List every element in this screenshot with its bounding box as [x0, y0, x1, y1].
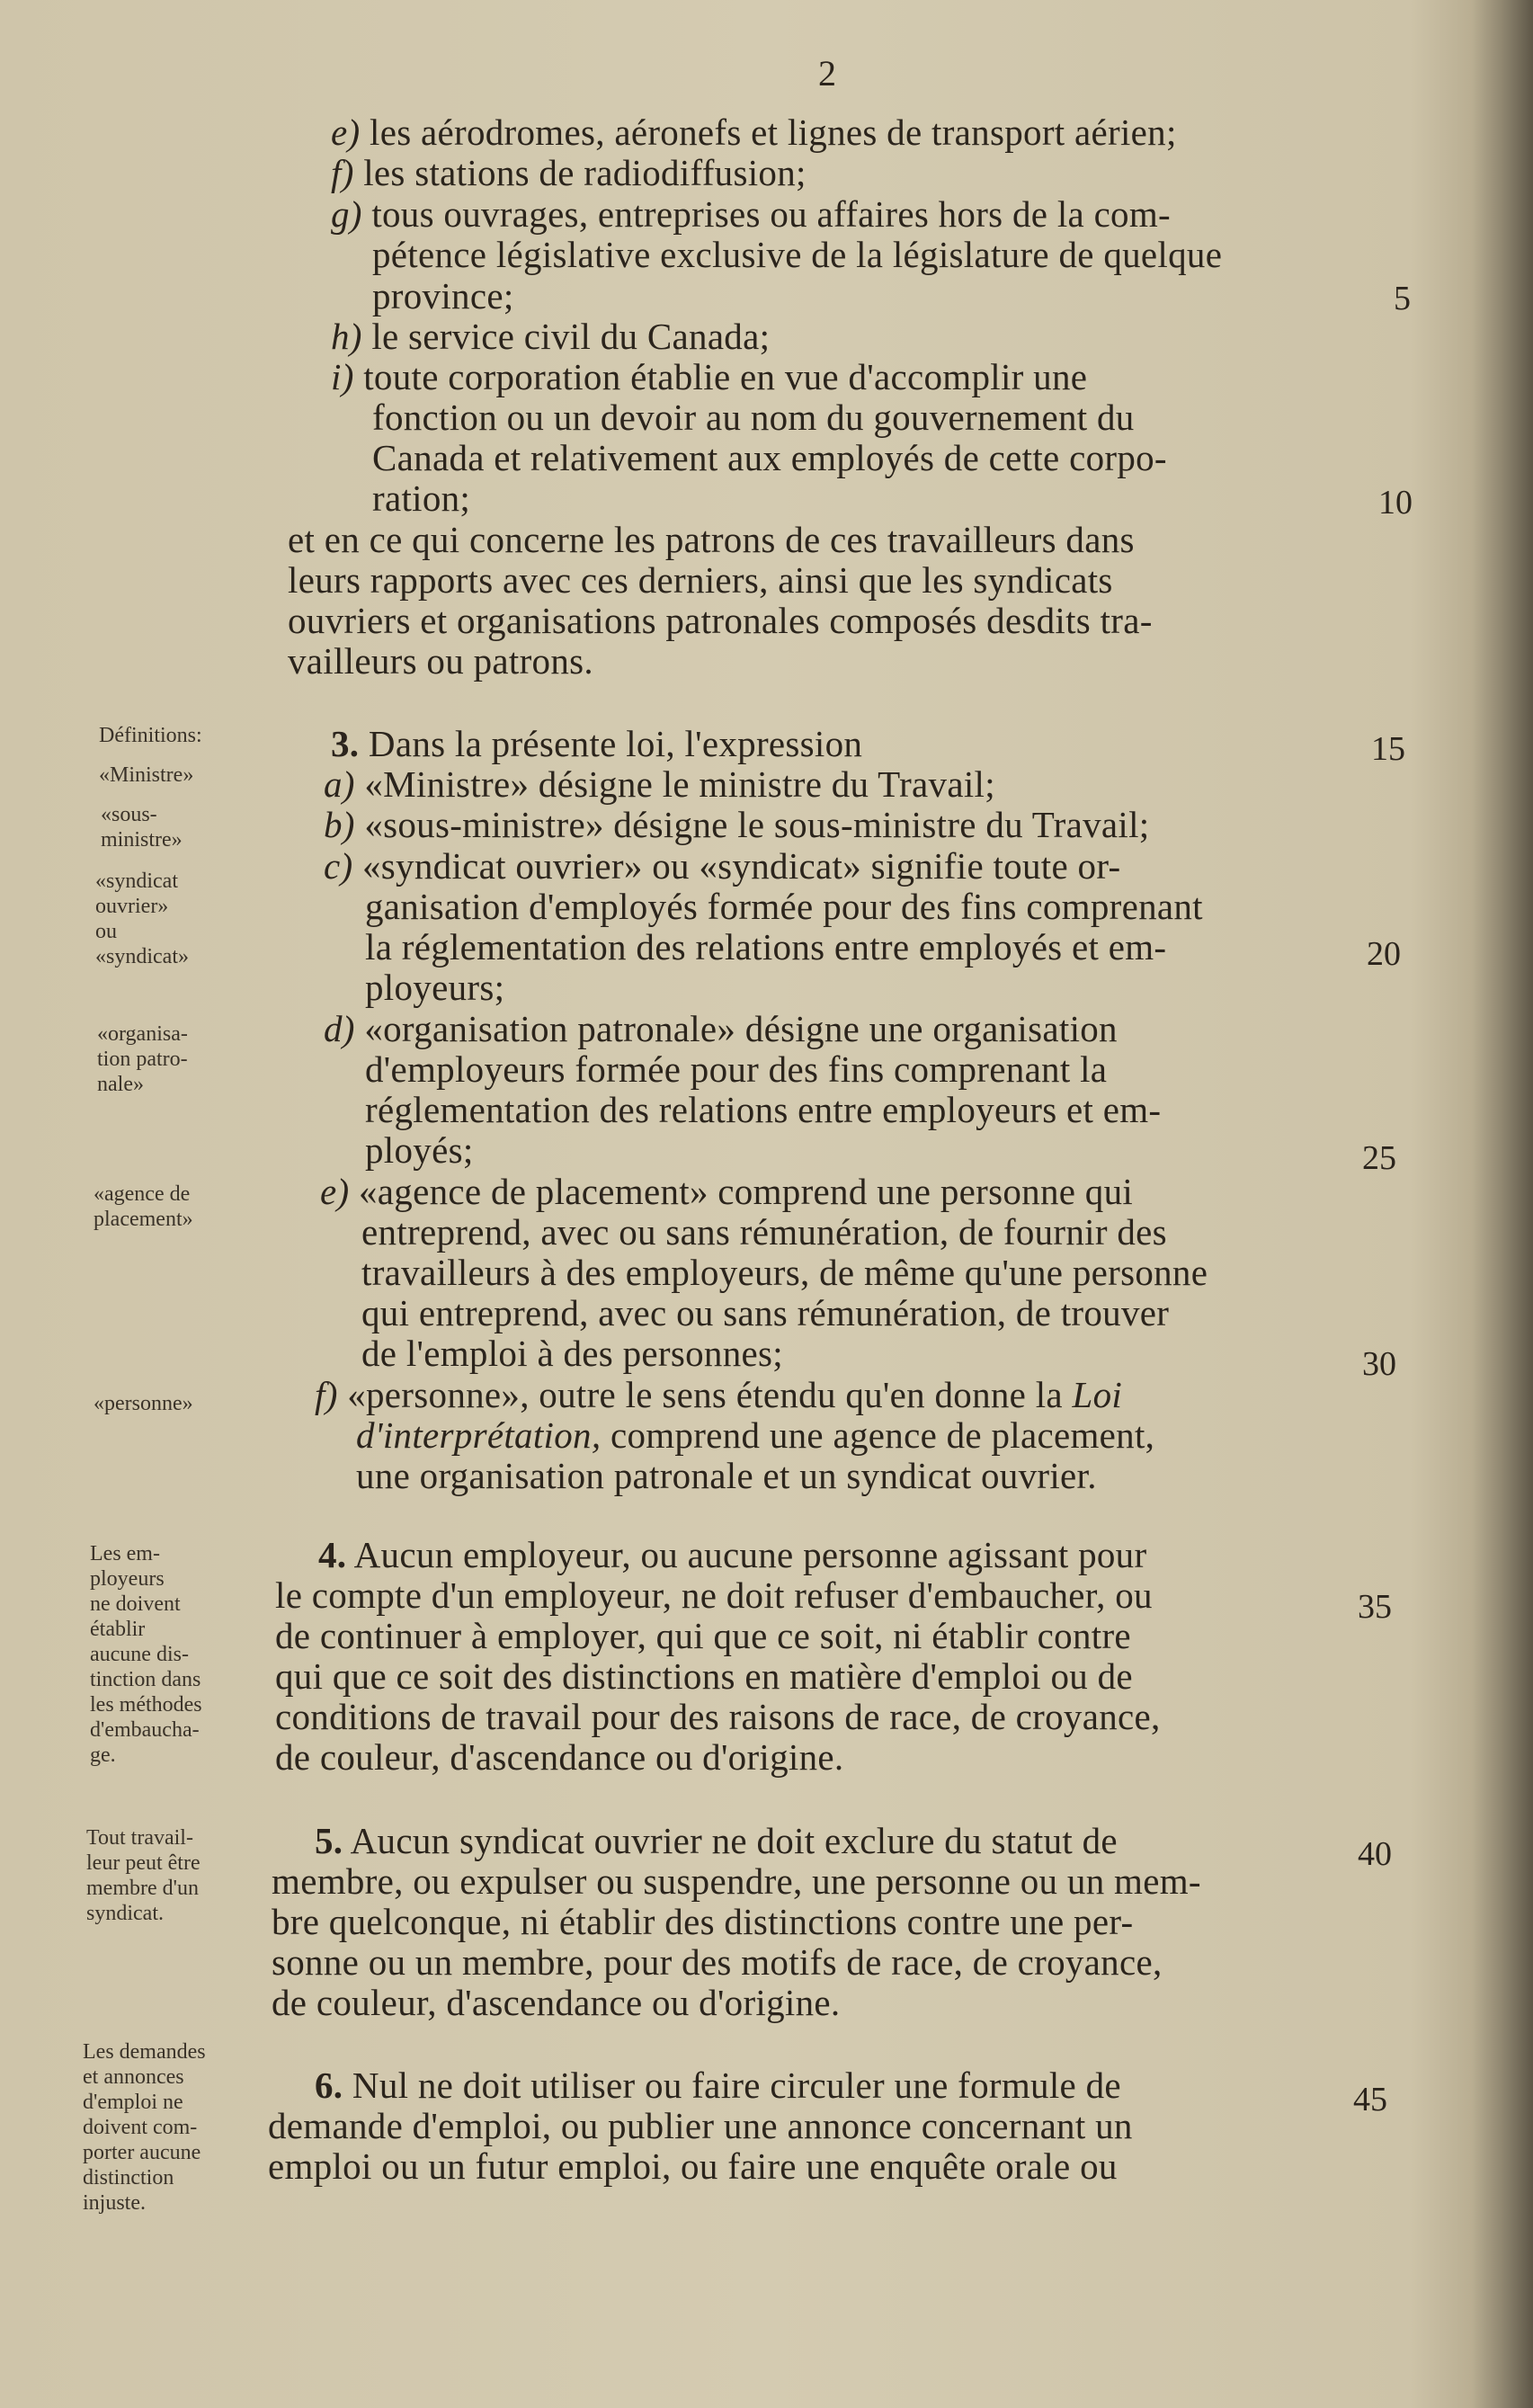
margin-note-line: nale»: [97, 1073, 144, 1096]
margin-note-line: aucune dis-: [90, 1643, 189, 1666]
line-text: ration;: [372, 477, 471, 519]
line-text: de l'emploi à des personnes;: [361, 1333, 783, 1374]
body-line: [324, 804, 1149, 845]
margin-note-line: Tout travail-: [86, 1826, 193, 1850]
body-line: [331, 316, 770, 357]
body-line: [288, 519, 1135, 560]
line-text: comprend une agence de placement,: [601, 1414, 1155, 1456]
line-text: vailleurs ou patrons.: [288, 640, 593, 682]
body-line: [275, 1736, 843, 1778]
margin-note-line: «organisa-: [97, 1022, 188, 1046]
line-text: membre, ou expulser ou suspendre, une personne ou un mem-: [272, 1860, 1201, 1902]
margin-note-line: ge.: [90, 1744, 116, 1767]
body-line: [288, 559, 1113, 601]
margin-note-line: placement»: [94, 1208, 193, 1231]
margin-note-line: ouvrier»: [95, 895, 169, 918]
line-text: emploi ou un futur emploi, ou faire une enquête orale ou: [268, 2145, 1118, 2187]
margin-note-line: «agence de: [94, 1182, 191, 1206]
margin-note-line: «syndicat: [95, 870, 178, 893]
line-text: «sous-ministre» désigne le sous-ministre du Travail;: [354, 804, 1150, 845]
body-line: [356, 1414, 1154, 1456]
line-text: Aucun employeur, ou aucune personne agissant pour: [346, 1534, 1147, 1575]
body-line: [318, 1534, 1146, 1575]
line-number: 45: [1353, 2081, 1387, 2118]
item-letter: g): [331, 193, 362, 235]
line-text: de couleur, d'ascendance ou d'origine.: [272, 1982, 841, 2023]
margin-note: [97, 1021, 188, 1097]
line-text: province;: [372, 275, 514, 317]
margin-note-line: «Ministre»: [99, 763, 194, 787]
body-line: [372, 275, 514, 317]
margin-note-line: tion patro-: [97, 1048, 188, 1071]
line-text: «Ministre» désigne le ministre du Travail;: [354, 763, 995, 805]
margin-note: [86, 1825, 201, 1926]
line-number: 10: [1378, 484, 1413, 522]
line-text: toute corporation établie en vue d'accomplir une: [353, 356, 1088, 397]
margin-note: [95, 869, 189, 969]
line-text: qui que ce soit des distinctions en matière d'emploi ou de: [275, 1655, 1133, 1697]
body-line: [365, 1129, 474, 1171]
body-line: [365, 1048, 1107, 1090]
margin-note-line: distinction: [83, 2166, 174, 2189]
margin-note-line: porter aucune: [83, 2141, 201, 2164]
line-text: réglementation des relations entre employeurs et em-: [365, 1089, 1162, 1130]
line-number: 20: [1367, 935, 1401, 973]
line-text: travailleurs à des employeurs, de même qu'une personne: [361, 1252, 1208, 1293]
margin-note-line: ministre»: [101, 828, 183, 852]
line-text: ouvriers et organisations patronales composés desdits tra-: [288, 600, 1153, 641]
line-text: Nul ne doit utiliser ou faire circuler une formule de: [343, 2065, 1121, 2106]
item-letter: e): [320, 1171, 350, 1212]
margin-note-line: d'embaucha-: [90, 1718, 200, 1742]
body-line: [315, 1374, 1122, 1415]
item-letter: a): [324, 763, 355, 805]
margin-note-line: tinction dans: [90, 1668, 201, 1691]
margin-note-line: Définitions:: [99, 724, 202, 747]
item-letter: d): [324, 1008, 355, 1049]
item-letter: e): [331, 111, 361, 153]
line-text: d'employeurs formée pour des fins comprenant la: [365, 1048, 1108, 1090]
body-line: [356, 1455, 1097, 1496]
line-text: le compte d'un employeur, ne doit refuser d'embaucher, ou: [275, 1574, 1153, 1616]
margin-note: [94, 1391, 193, 1416]
margin-note: [90, 1541, 202, 1768]
margin-note-line: «sous-: [101, 803, 157, 826]
body-line: [272, 1982, 840, 2023]
body-line: [275, 1696, 1161, 1737]
body-line: [268, 2105, 1133, 2146]
body-line: [372, 437, 1167, 478]
margin-note-line: et annonces: [83, 2065, 184, 2089]
body-line: [268, 2145, 1118, 2187]
line-text: une organisation patronale et un syndicat ouvrier.: [356, 1455, 1097, 1496]
line-number: 5: [1394, 280, 1411, 317]
line-text: les aérodromes, aéronefs et lignes de transport aérien;: [360, 111, 1177, 153]
line-text: «personne», outre le sens étendu qu'en donne la: [337, 1374, 1073, 1415]
body-line: [331, 723, 862, 764]
line-text: Dans la présente loi, l'expression: [359, 723, 863, 764]
line-text: entreprend, avec ou sans rémunération, de fournir des: [361, 1211, 1167, 1253]
body-line: [365, 886, 1203, 927]
body-line: [331, 356, 1087, 397]
body-line: [288, 600, 1153, 641]
line-text: Aucun syndicat ouvrier ne doit exclure du statut de: [343, 1820, 1118, 1861]
body-line: [331, 152, 807, 193]
body-line: [361, 1292, 1169, 1333]
margin-note-line: «personne»: [94, 1392, 193, 1415]
margin-note-line: membre d'un: [86, 1877, 199, 1900]
margin-note-line: d'emploi ne: [83, 2091, 183, 2114]
line-text: les stations de radiodiffusion;: [353, 152, 807, 193]
body-line: [324, 763, 995, 805]
line-number: 30: [1362, 1345, 1396, 1383]
line-text: leurs rapports avec ces derniers, ainsi que les syndicats: [288, 559, 1113, 601]
body-line: [324, 845, 1120, 887]
line-text: «syndicat ouvrier» ou «syndicat» signifie toute or-: [352, 845, 1121, 887]
section-number: 5.: [315, 1820, 343, 1861]
item-letter: f): [315, 1374, 338, 1415]
line-text: sonne ou un membre, pour des motifs de race, de croyance,: [272, 1941, 1163, 1983]
section-number: 6.: [315, 2065, 343, 2106]
line-text: et en ce qui concerne les patrons de ces travailleurs dans: [288, 519, 1135, 560]
line-text: bre quelconque, ni établir des distinctions contre une per-: [272, 1901, 1134, 1942]
body-line: [272, 1860, 1201, 1902]
body-line: [361, 1211, 1167, 1253]
line-text: «agence de placement» comprend une personne qui: [349, 1171, 1134, 1212]
margin-note: [99, 723, 202, 748]
line-number: 15: [1371, 730, 1405, 768]
line-text: de couleur, d'ascendance ou d'origine.: [275, 1736, 844, 1778]
margin-note: [83, 2039, 206, 2216]
line-text: de continuer à employer, qui que ce soit, ni établir contre: [275, 1615, 1131, 1656]
margin-note-line: syndicat.: [86, 1902, 164, 1925]
body-line: [288, 640, 593, 682]
item-letter: c): [324, 845, 353, 887]
line-number: 40: [1358, 1835, 1392, 1873]
line-text: ployeurs;: [365, 967, 505, 1008]
item-letter: h): [331, 316, 362, 357]
line-text: pétence législative exclusive de la législature de quelque: [372, 234, 1223, 275]
margin-note-line: «syndicat»: [95, 945, 189, 968]
item-letter: i): [331, 356, 354, 397]
body-line: [275, 1574, 1153, 1616]
line-text: ganisation d'employés formée pour des fins comprenant: [365, 886, 1203, 927]
margin-note-line: les méthodes: [90, 1693, 202, 1717]
body-line: [361, 1252, 1208, 1293]
body-line: [365, 967, 504, 1008]
margin-note-line: ou: [95, 920, 117, 943]
italic-text: d'interprétation,: [356, 1414, 602, 1456]
margin-note-line: ne doivent: [90, 1592, 181, 1616]
line-text: fonction ou un devoir au nom du gouvernement du: [372, 397, 1135, 438]
body-line: [372, 477, 470, 519]
line-text: le service civil du Canada;: [361, 316, 771, 357]
body-line: [365, 926, 1166, 968]
body-line: [331, 193, 1171, 235]
italic-text: Loi: [1072, 1374, 1123, 1415]
body-line: [331, 111, 1177, 153]
line-number: 25: [1362, 1139, 1396, 1177]
body-line: [365, 1089, 1161, 1130]
margin-note: [101, 802, 183, 852]
margin-note-line: Les demandes: [83, 2040, 206, 2064]
margin-note-line: leur peut être: [86, 1851, 201, 1875]
body-line: [275, 1615, 1131, 1656]
line-text: conditions de travail pour des raisons de race, de croyance,: [275, 1696, 1161, 1737]
body-line: [361, 1333, 783, 1374]
margin-note: [94, 1182, 193, 1232]
body-line: [272, 1901, 1133, 1942]
margin-note: [99, 763, 193, 788]
body-line: [372, 234, 1222, 275]
line-text: la réglementation des relations entre employés et em-: [365, 926, 1167, 968]
margin-note-line: établir: [90, 1618, 146, 1641]
body-line: [315, 2065, 1121, 2106]
margin-note-line: ployeurs: [90, 1567, 165, 1591]
item-letter: b): [324, 804, 355, 845]
line-text: Canada et relativement aux employés de cette corpo-: [372, 437, 1167, 478]
line-text: tous ouvrages, entreprises ou affaires hors de la com-: [361, 193, 1172, 235]
margin-note-line: Les em-: [90, 1542, 160, 1565]
body-line: [275, 1655, 1133, 1697]
body-line: [272, 1941, 1163, 1983]
line-number: 35: [1358, 1588, 1392, 1626]
line-text: ployés;: [365, 1129, 474, 1171]
section-number: 4.: [318, 1534, 347, 1575]
line-text: «organisation patronale» désigne une organisation: [354, 1008, 1118, 1049]
body-line: [372, 397, 1135, 438]
section-number: 3.: [331, 723, 360, 764]
body-line: [315, 1820, 1118, 1861]
page-number: 2: [818, 53, 836, 94]
margin-note-line: injuste.: [83, 2191, 146, 2215]
line-text: demande d'emploi, ou publier une annonce concernant un: [268, 2105, 1133, 2146]
body-line: [324, 1008, 1118, 1049]
item-letter: f): [331, 152, 354, 193]
line-text: qui entreprend, avec ou sans rémunération, de trouver: [361, 1292, 1170, 1333]
margin-note-line: doivent com-: [83, 2116, 198, 2139]
body-line: [320, 1171, 1133, 1212]
